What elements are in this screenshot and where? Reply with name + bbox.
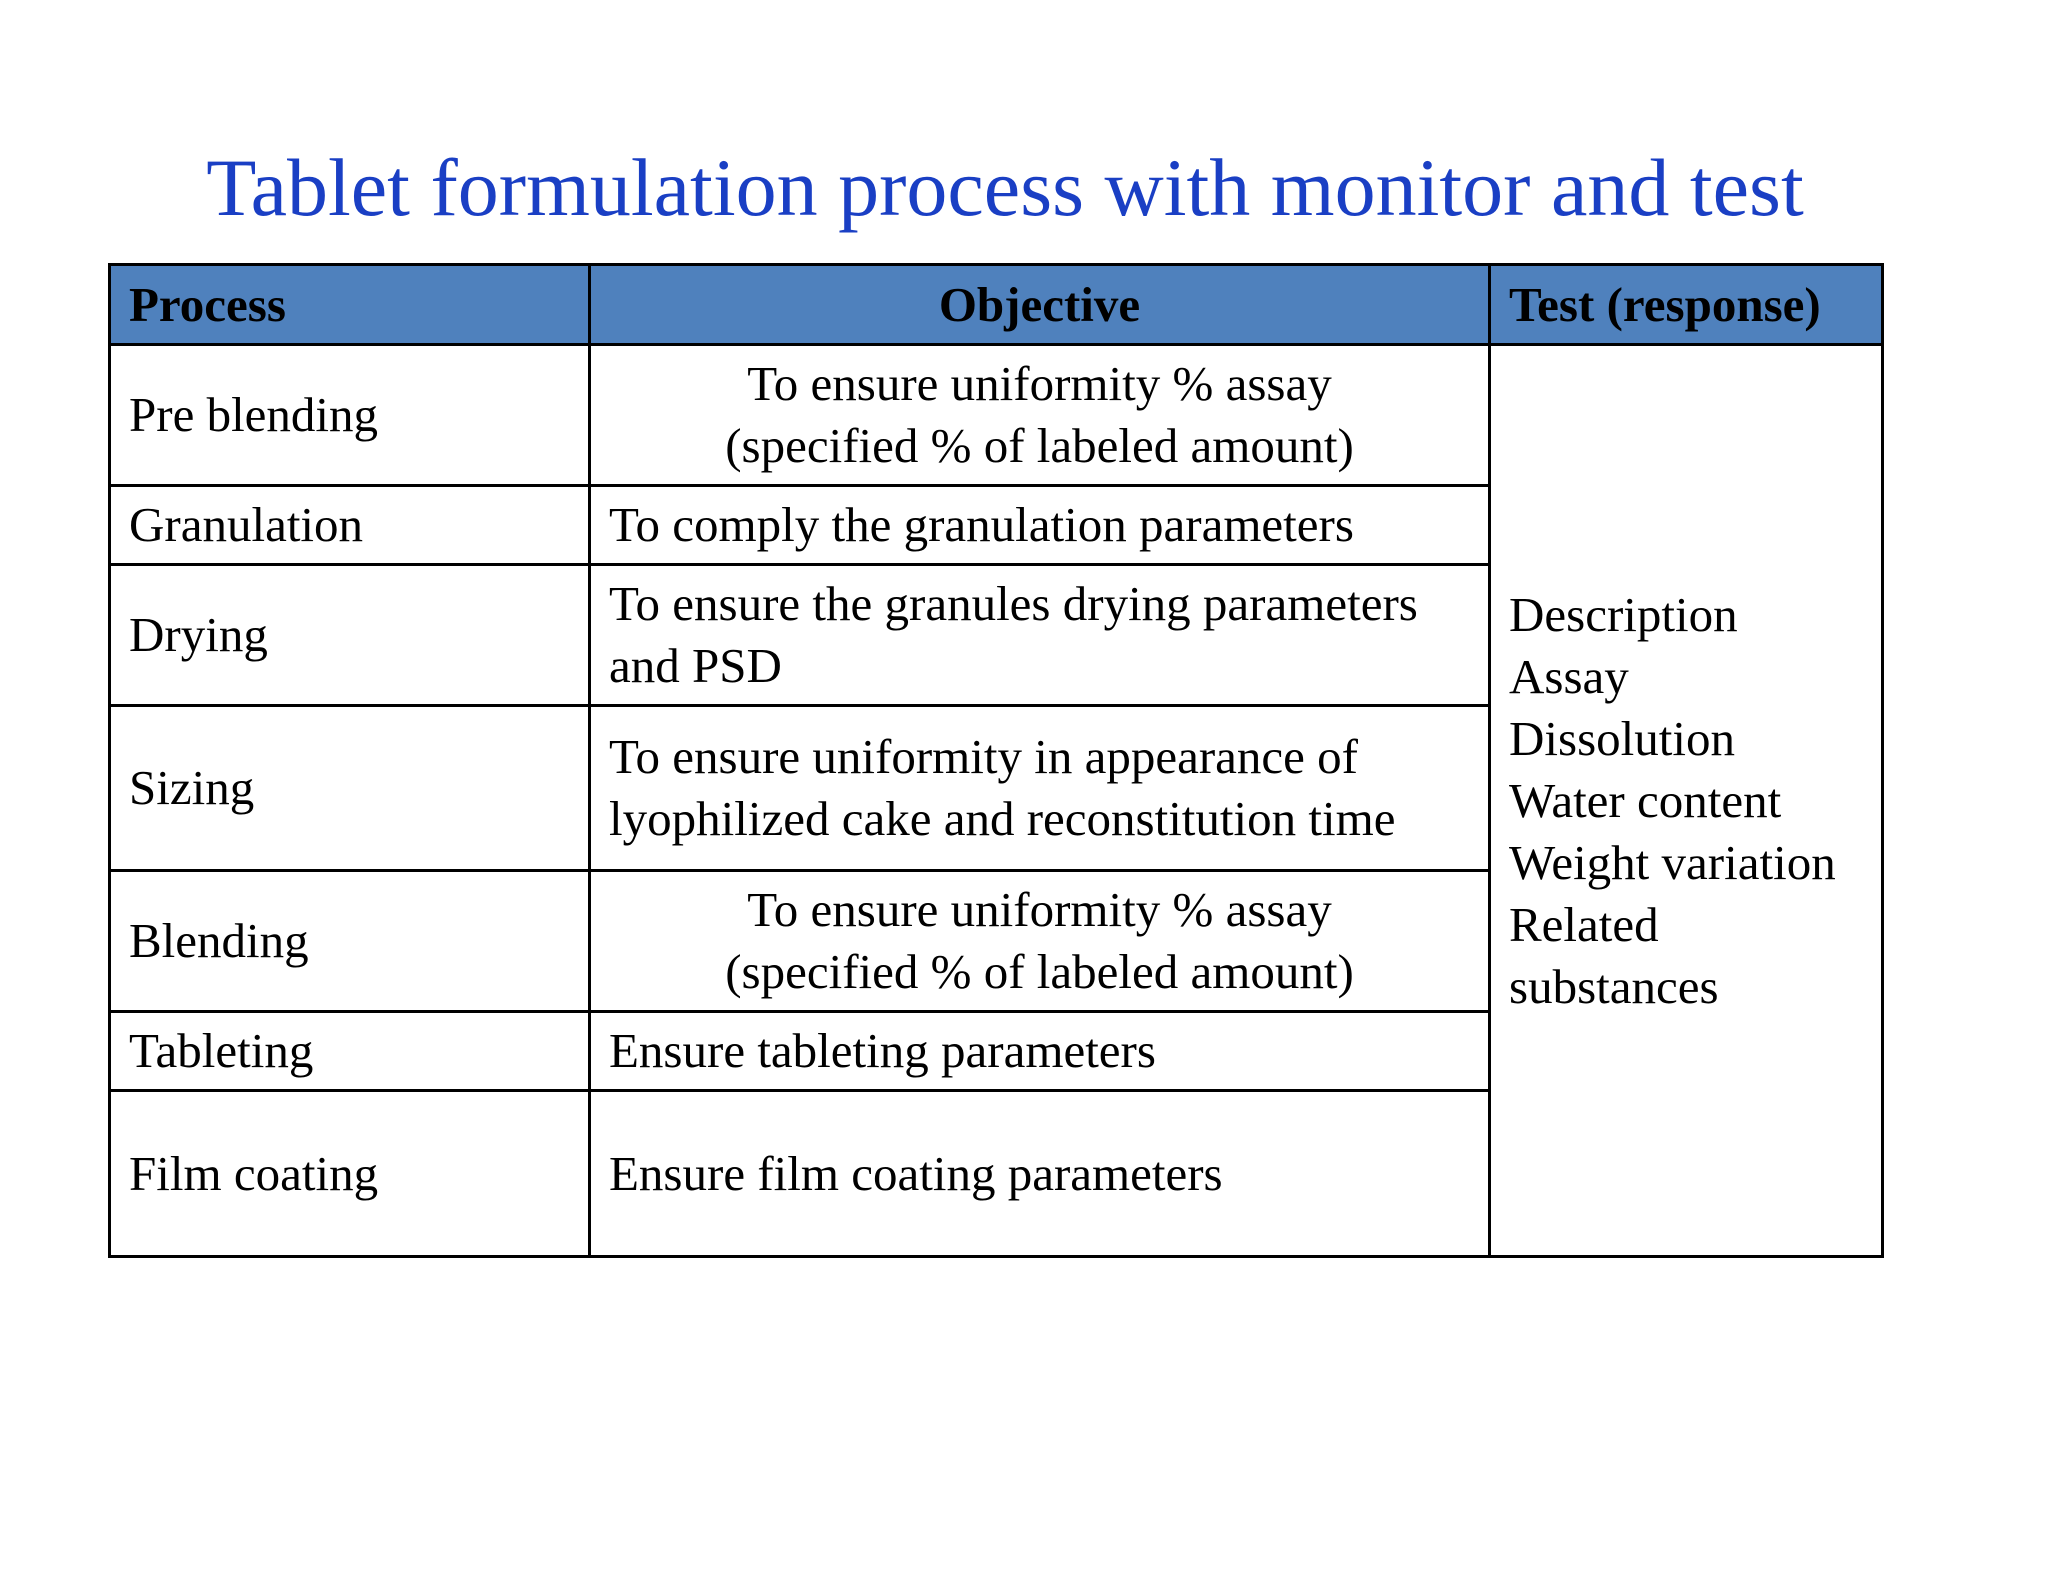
objective-cell: [590, 345, 1490, 486]
table-row: [110, 345, 1883, 486]
objective-line: To ensure uniformity % assay: [747, 882, 1332, 937]
process-cell: Drying: [110, 565, 590, 706]
objective-line: To ensure uniformity in appearance of: [609, 729, 1358, 784]
process-cell: Tableting: [110, 1012, 590, 1091]
test-item: substances: [1509, 958, 1719, 1014]
test-item: Description: [1509, 586, 1738, 642]
process-cell: Film coating: [110, 1091, 590, 1257]
objective-line: To ensure uniformity % assay: [747, 356, 1332, 411]
test-item: Water content: [1509, 772, 1782, 828]
objective-line: (specified % of labeled amount): [725, 944, 1354, 999]
objective-line: lyophilized cake and reconstitution time: [609, 791, 1396, 846]
test-response-cell: [1490, 345, 1883, 1257]
header-objective: Objective: [590, 265, 1490, 345]
header-test: Test (response): [1490, 265, 1883, 345]
objective-cell: [590, 706, 1490, 871]
objective-cell: Ensure tableting parameters: [590, 1012, 1490, 1091]
objective-cell: [590, 565, 1490, 706]
process-table: [108, 263, 1884, 1258]
objective-cell: [590, 871, 1490, 1012]
objective-line: (specified % of labeled amount): [725, 418, 1354, 473]
process-cell: Blending: [110, 871, 590, 1012]
process-cell: Sizing: [110, 706, 590, 871]
objective-cell: To comply the granulation parameters: [590, 486, 1490, 565]
process-cell: Granulation: [110, 486, 590, 565]
process-cell: Pre blending: [110, 345, 590, 486]
header-process: Process: [110, 265, 590, 345]
test-item: Weight variation: [1509, 834, 1836, 890]
objective-line: and PSD: [609, 638, 782, 693]
test-item: Assay: [1509, 648, 1629, 704]
test-item: Dissolution: [1509, 710, 1735, 766]
objective-line: To ensure the granules drying parameters: [609, 576, 1418, 631]
table-header-row: [110, 265, 1883, 345]
objective-cell: Ensure film coating parameters: [590, 1091, 1490, 1257]
slide-title: Tablet formulation process with monitor and test: [206, 142, 1804, 233]
test-item: Related: [1509, 896, 1659, 952]
